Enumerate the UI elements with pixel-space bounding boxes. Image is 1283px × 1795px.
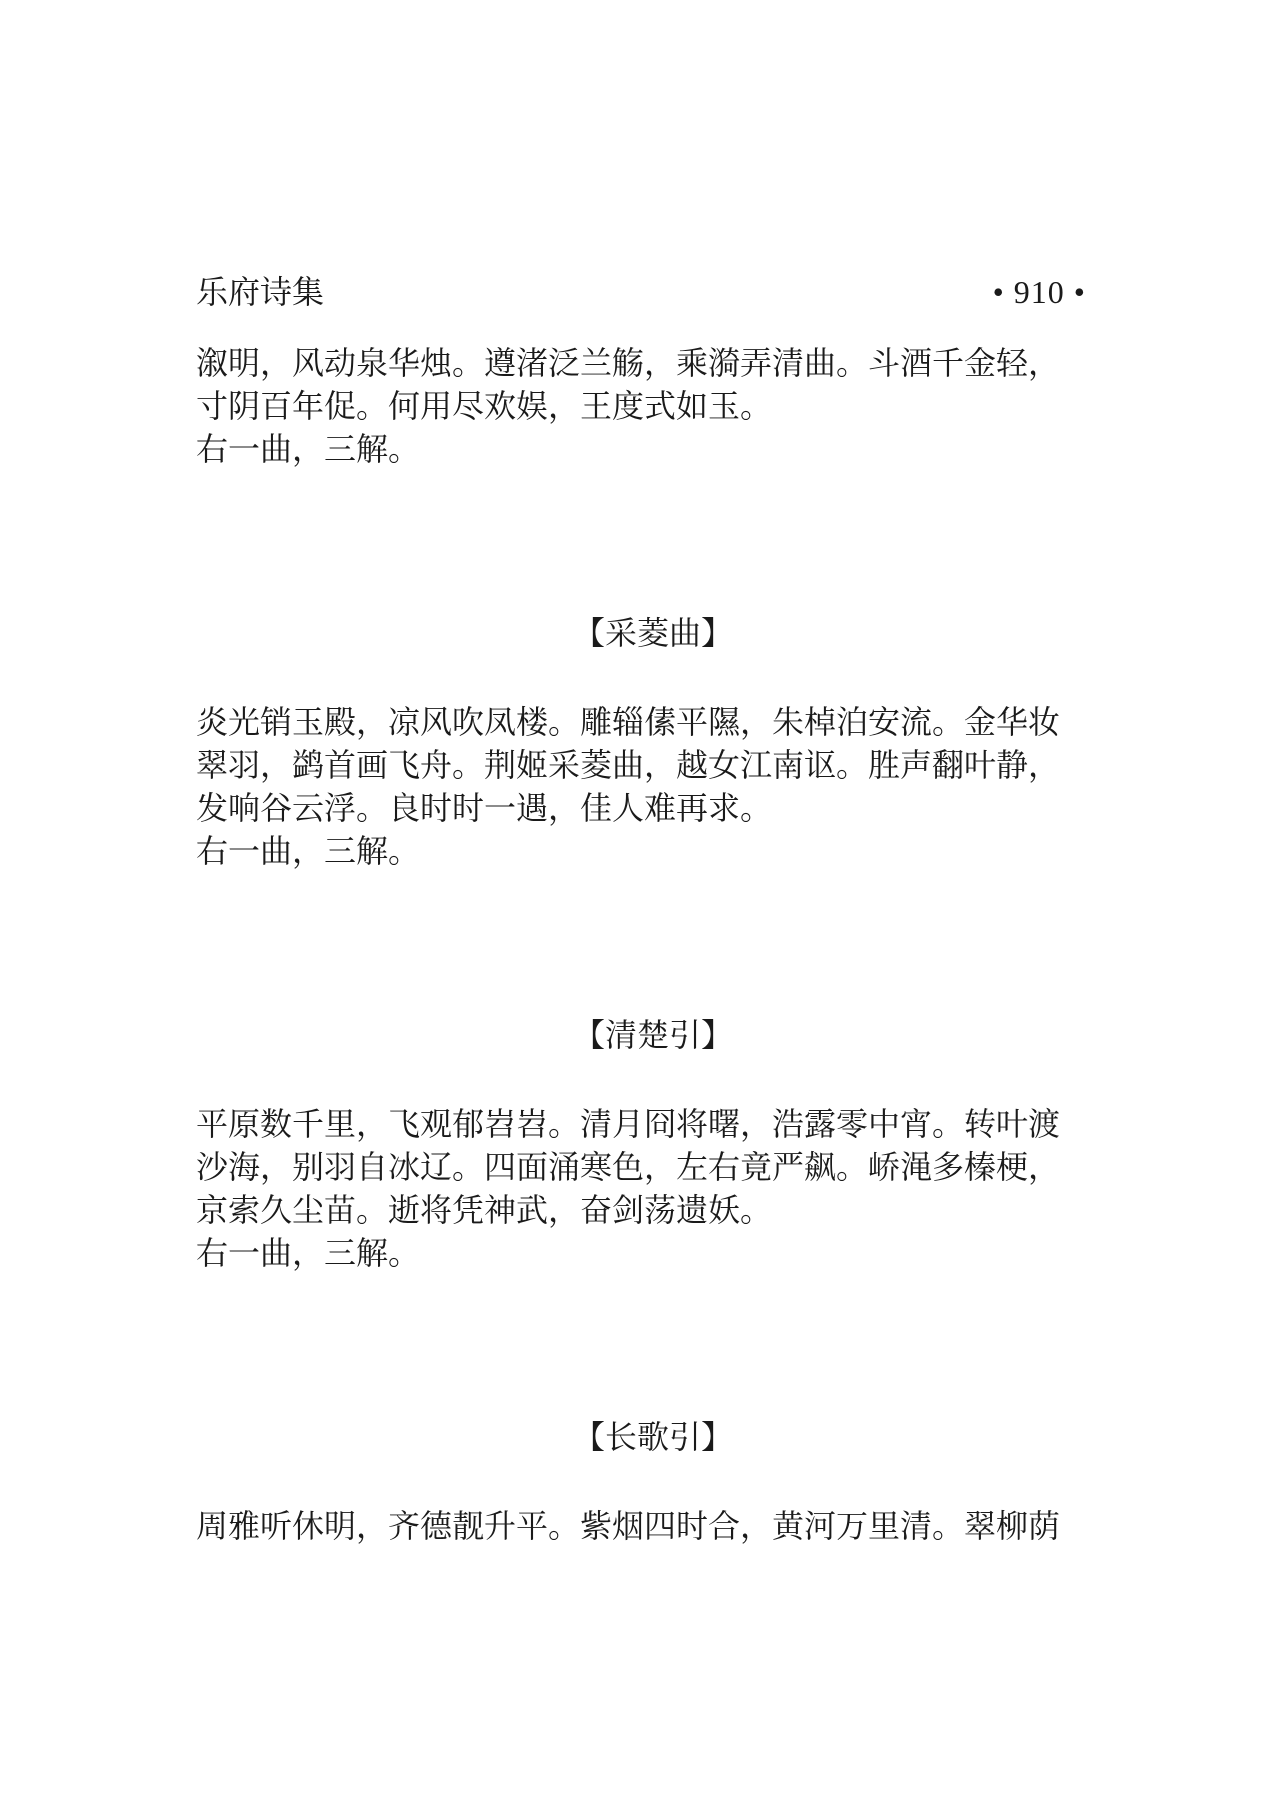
poem-body bbox=[196, 701, 1086, 873]
poem-line: 沙海，别羽自冰辽。四面涌寒色，左右竟严飙。峤渑多榛梗， bbox=[196, 1148, 1061, 1186]
page-number: • 910 • bbox=[992, 274, 1086, 310]
document-page bbox=[196, 268, 1086, 1548]
poem-line: 发响谷云浮。良时时一遇，佳人难再求。 bbox=[196, 789, 773, 827]
poem-line: 京索久尘苗。逝将凭神武，奋剑荡遗妖。 bbox=[196, 1191, 773, 1229]
poem-line: 周雅听休明，齐德靓升平。紫烟四时合，黄河万里清。翠柳荫 bbox=[196, 1507, 1061, 1545]
poem-line: 炎光销玉殿，凉风吹凤楼。雕辎傃平隰，朱棹泊安流。金华妆 bbox=[196, 703, 1061, 741]
poem-title: 【采菱曲】 bbox=[572, 614, 733, 652]
poem-continuation bbox=[196, 342, 1086, 471]
book-title: 乐府诗集 bbox=[196, 273, 325, 311]
poem-title: 【长歌引】 bbox=[572, 1418, 733, 1456]
poem-line: 溆明，风动泉华烛。遵渚泛兰觞，乘漪弄清曲。斗酒千金轻， bbox=[196, 344, 1061, 382]
page-header bbox=[196, 268, 1086, 316]
poem-line: 平原数千里，飞观郁岧岧。清月冏将曙，浩露零中宵。转叶渡 bbox=[196, 1105, 1061, 1143]
poem-body bbox=[196, 1505, 1086, 1548]
poem-line: 寸阴百年促。何用尽欢娱，王度式如玉。 bbox=[196, 387, 773, 425]
section-note: 右一曲，三解。 bbox=[196, 832, 421, 870]
section-note: 右一曲，三解。 bbox=[196, 1234, 421, 1272]
poem-title: 【清楚引】 bbox=[572, 1016, 733, 1054]
poem-body bbox=[196, 1103, 1086, 1275]
section-note: 右一曲，三解。 bbox=[196, 430, 421, 468]
poem-line: 翠羽，鹢首画飞舟。荆姬采菱曲，越女江南讴。胜声翻叶静， bbox=[196, 746, 1061, 784]
